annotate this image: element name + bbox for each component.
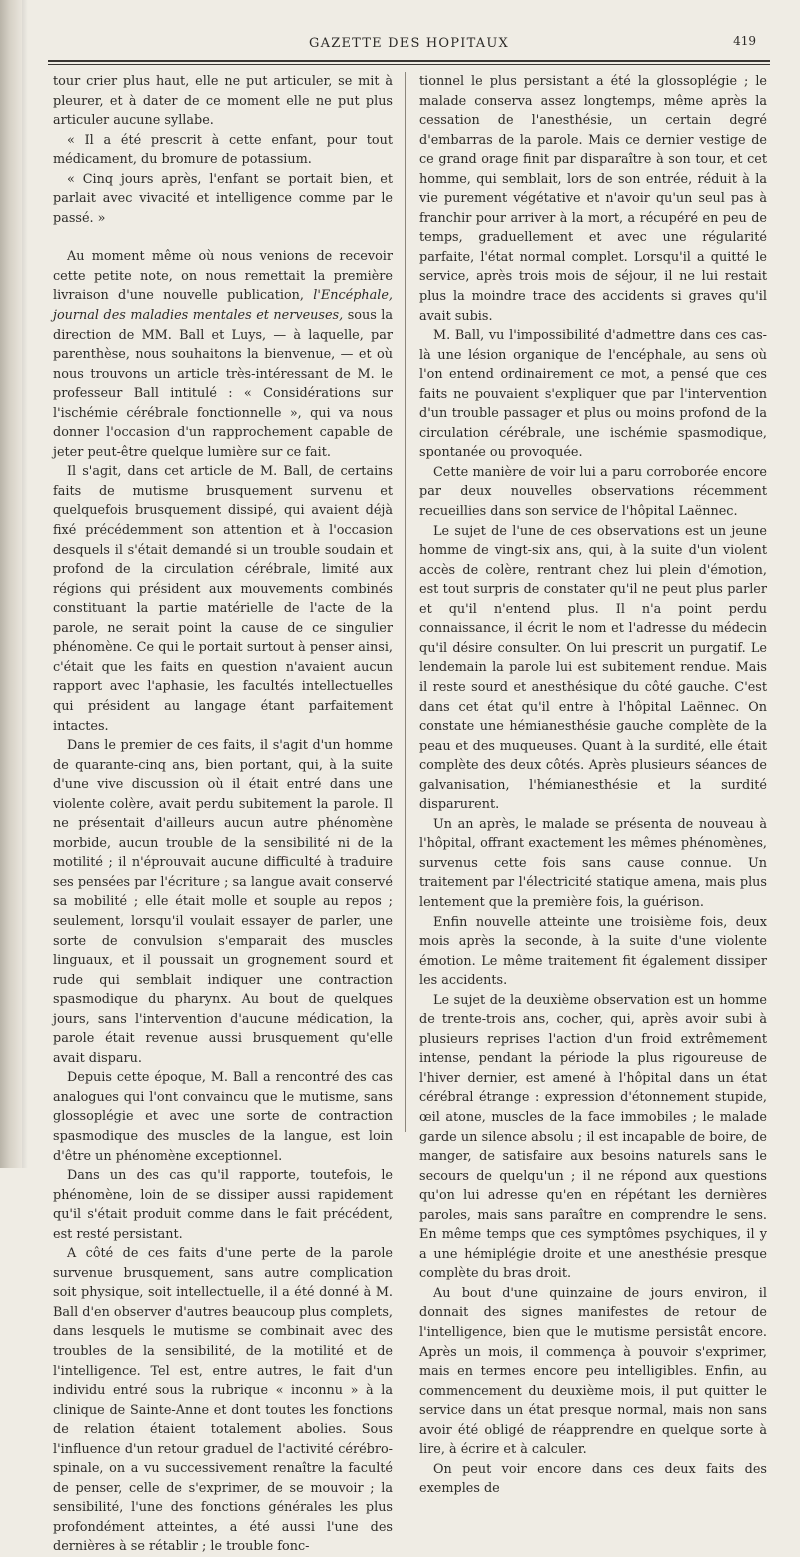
paragraph: tionnel le plus persistant a été la glossoplégie ; le malade conserva assez longtemps, même après la cessation de l'anesthésie, un certain degré d'embarras de la parole. Mais ce dernier vestige de ce grand orage finit par disparaître à son tour, et cet homme, qui semblait, lors de son entrée, réduit à la vie purement végétative et n'avoir qu'un seul pas à franchir pour arriver à la mort, a récupéré en peu de temps, graduellement et avec une régularité parfaite, l'état normal complet. Lorsqu'il a quitté le service, après trois mois de séjour, il ne lui restait plus la moindre trace des accidents si graves qu'il avait subis.	[419, 74, 767, 324]
right-column	[419, 72, 767, 1499]
paragraph: Le sujet de la deuxième observation est un homme de trente-trois ans, cocher, qui, après avoir subi à plusieurs reprises l'action d'un froid extrêmement intense, pendant la période la plus rigoureuse de l'hiver dernier, est amené à l'hôpital dans un état cérébral étrange : expression d'étonnement stupide, œil atone, muscles de la face immobiles ; le malade garde un silence absolu ; il est incapable de boire, de manger, de satisfaire aux besoins naturels sans le secours de quelqu'un ; il ne répond aux questions qu'on lui adresse qu'en en répétant les dernières paroles, mais sans paraître en comprendre le sens. En même temps que ces symptômes psychiques, il y a une hémiplégie droite et une anesthésie presque complète du bras droit.	[419, 992, 767, 1282]
page-header	[48, 34, 770, 56]
left-column	[53, 72, 393, 1557]
paragraph: Dans un des cas qu'il rapporte, toutefois, le phénomène, loin de se dissiper aussi rapidement qu'il s'était produit comme dans le fait précédent, est resté persistant.	[53, 1168, 393, 1242]
paragraph: « Il a été prescrit à cette enfant, pour tout médicament, du bromure de potassium.	[53, 132, 393, 168]
paragraph: Depuis cette époque, M. Ball a rencontré des cas analogues qui l'ont convaincu que le mutisme, sans glossoplégie et avec une sorte de contraction spasmodique des muscles de la langue, est loin d'être un phénomène exceptionnel.	[53, 1070, 393, 1164]
paragraph: A côté de ces faits d'une perte de la parole survenue brusquement, sans autre complication soit physique, soit intellectuelle, il a été donné à M. Ball d'en observer d'autres beaucoup plus complets, dans lesquels le mutisme se combinait avec des troubles de la sensibilité, de la motilité et de l'intelligence. Tel est, entre autres, le fait d'un individu entré sous la rubrique « inconnu » à la clinique de Sainte-Anne et dont toutes les fonctions de relation étaient totalement abolies. Sous l'influence d'un retour graduel de l'activité cérébro-spinale, on a vu successivement renaître la faculté de penser, celle de s'exprimer, de se mouvoir ; la sensibilité, l'une des fonctions générales les plus profondément atteintes, a été aussi l'une des dernières à se rétablir ; le trouble fonc-	[53, 1246, 393, 1555]
paragraph-text: Au moment même où nous venions de recevoir cette petite note, on nous remettait la première livraison d'une nouvelle publication,	[53, 249, 393, 304]
paragraph: « Cinq jours après, l'enfant se portait bien, et parlait avec vivacité et intelligence comme par le passé. »	[53, 171, 393, 226]
column-divider	[405, 72, 406, 1132]
paragraph: M. Ball, vu l'impossibilité d'admettre dans ces cas-là une lésion organique de l'encéphale, au sens où l'on entend ordinairement ce mot, a pensé que ces faits ne pouvaient s'expliquer que par l'intervention d'un trouble passager et plus ou moins profond de la circulation cérébrale, une ischémie spasmodique, spontanée ou provoquée.	[419, 328, 767, 461]
paragraph-text: sous la direction de MM. Ball et Luys, — à laquelle, par parenthèse, nous souhaitons la bienvenue, — et où nous trouvons un article très-intéressant de M. le professeur Ball intitulé : « Considérations sur l'ischémie cérébrale fonctionnelle », qui va nous donner l'occasion d'un rapprochement capable de jeter peut-être quelque lumière sur ce fait.	[53, 308, 394, 460]
page-number: 419	[733, 34, 756, 48]
paragraph: Au bout d'une quinzaine de jours environ, il donnait des signes manifestes de retour de l'intelligence, bien que le mutisme persistât encore. Après un mois, il commença à pouvoir s'exprimer, mais en termes encore peu intelligibles. Enfin, au commencement du deuxième mois, il put quitter le service dans un état presque normal, mais non sans avoir été obligé de réapprendre en quelque sorte à lire, à écrire et à calculer.	[419, 1285, 767, 1458]
paragraph: Cette manière de voir lui a paru corroborée encore par deux nouvelles observations récemment recueillies dans son service de l'hôpital Laënnec.	[419, 464, 767, 520]
paragraph: Le sujet de l'une de ces observations est un jeune homme de vingt-six ans, qui, à la suite d'un violent accès de colère, rentrant chez lui plein d'émotion, est tout surpris de constater qu'il ne peut plus parler et qu'il n'entend plus. Il n'a point perdu connaissance, il écrit le nom et l'adresse du médecin qu'il désire consulter. On lui prescrit un purgatif. Le lendemain la parole lui est subitement rendue. Mais il reste sourd et anesthésique du côté gauche. C'est dans cet état qu'il entre à l'hôpital Laënnec. On constate une hémianesthésie gauche complète de la peau et des muqueuses. Quant à la surdité, elle était complète des deux côtés. Après plusieurs séances de galvanisation, l'hémianesthésie et la surdité disparurent.	[419, 523, 767, 813]
paragraph: Dans le premier de ces faits, il s'agit d'un homme de quarante-cinq ans, bien portant, qui, à la suite d'une vive discussion où il était entré dans une violente colère, avait perdu subitement la parole. Il ne présentait d'ailleurs aucun autre phénomène morbide, aucun trouble de la sensibilité ni de la motilité ; il n'éprouvait aucune difficulté à traduire ses pensées par l'écriture ; sa langue avait conservé sa mobilité ; elle était molle et souple au repos ; seulement, lorsqu'il voulait essayer de parler, une sorte de convulsion s'emparait des muscles linguaux, et il poussait un grognement sourd et rude qui semblait indiquer une contraction spasmodique du pharynx. Au bout de quelques jours, sans l'intervention d'aucune médication, la parole était revenue aussi brusquement qu'elle avait disparu.	[53, 738, 393, 1066]
paragraph: On peut voir encore dans ces deux faits des exemples de	[419, 1461, 767, 1497]
spine-shadow	[22, 0, 28, 1168]
paragraph: Il s'agit, dans cet article de M. Ball, de certains faits de mutisme brusquement survenu et quelquefois brusquement dissipé, qui avaient déjà fixé précédemment son attention et à l'occasion desquels il s'était demandé si un trouble soudain et profond de la circulation cérébrale, limité aux régions qui président aux mouvements combinés constituant la partie matérielle de l'acte de la parole, ne serait point la cause de ce singulier phénomène. Ce qui le portait surtout à penser ainsi, c'était que les faits en question n'avaient aucun rapport avec l'aphasie, les facultés intellectuelles qui président au langage étant parfaitement intactes.	[53, 464, 393, 734]
header-rule-thin	[48, 64, 770, 65]
paragraph	[53, 247, 393, 462]
book-spine-edge	[0, 0, 22, 1168]
paragraph: Un an après, le malade se présenta de nouveau à l'hôpital, offrant exactement les mêmes phénomènes, survenus cette fois sans cause connue. Un traitement par l'électricité statique amena, mais plus lentement que la première fois, la guérison.	[419, 816, 767, 910]
journal-title: l'Encéphale, journal des maladies mentales et nerveuses,	[53, 288, 393, 324]
paragraph: tour crier plus haut, elle ne put articuler, se mit à pleurer, et à dater de ce moment elle ne put plus articuler aucune syllabe.	[53, 74, 393, 129]
running-title: GAZETTE DES HOPITAUX	[309, 36, 509, 51]
paragraph: Enfin nouvelle atteinte une troisième fois, deux mois après la seconde, à la suite d'une violente émotion. Le même traitement fit également dissiper les accidents.	[419, 914, 767, 989]
header-rule-thick	[48, 60, 770, 62]
